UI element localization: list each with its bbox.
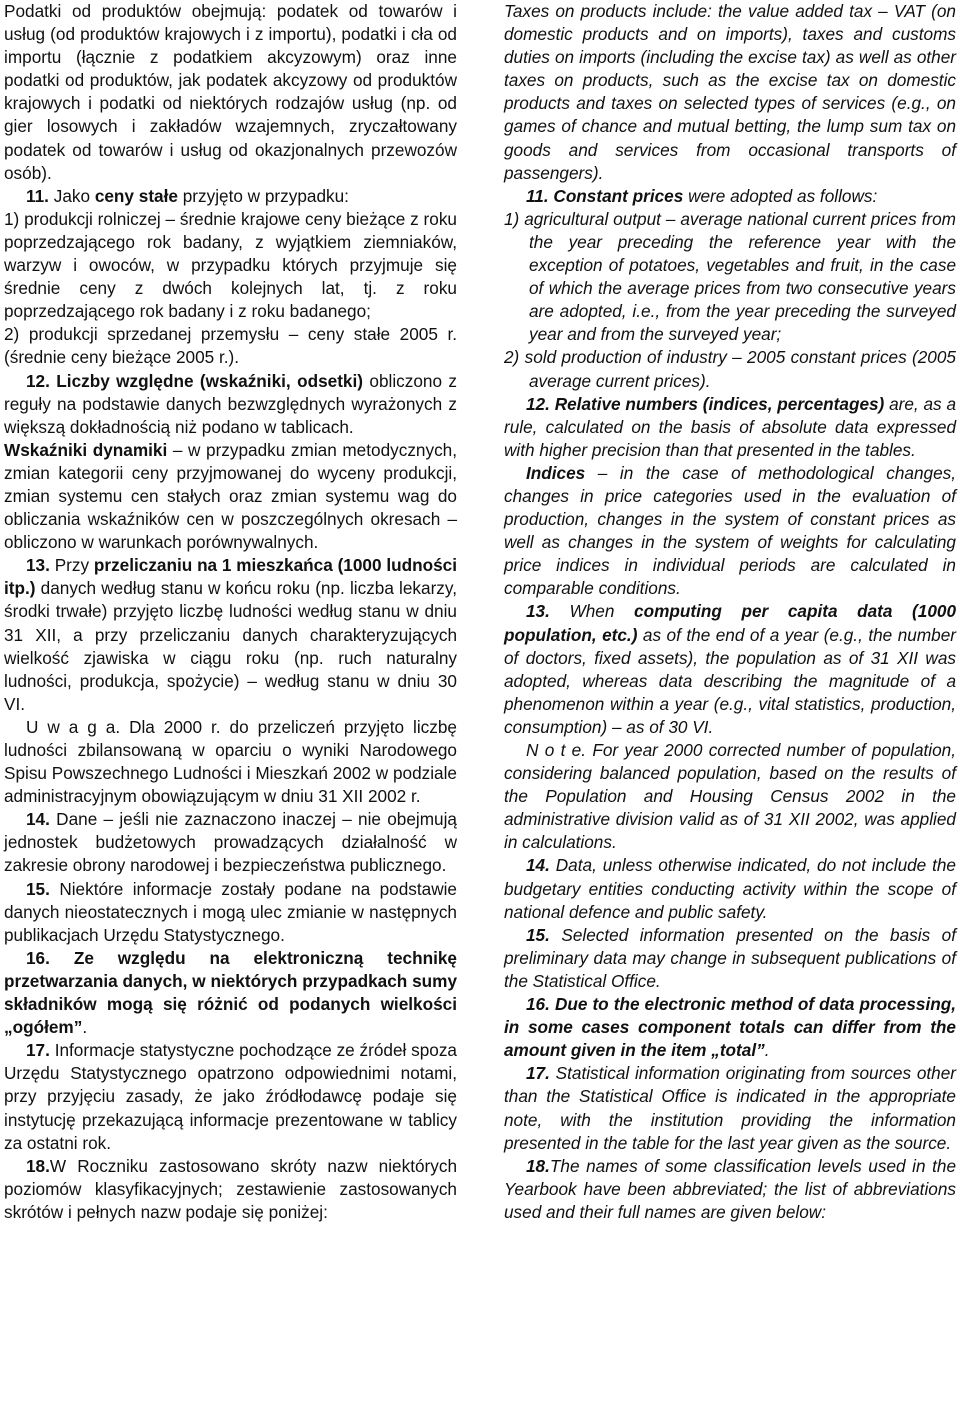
polish-column bbox=[4, 0, 457, 1413]
paragraph-12-pl bbox=[4, 370, 457, 439]
paragraph-10-en bbox=[504, 0, 956, 185]
paragraph-number: 14. bbox=[26, 809, 50, 830]
text: Podatki od produktów obejmują: podatek od towarów i usług (od produktów krajowych i z importu), podatki i cła od importu (łącznie z podatkiem akcyzowym) oraz inne podatki od produktów, jak podatek akcyzowy od produktów krajowych i podatki od niektórych rodzajów usług (np. od gier losowych i zakładów wzajemnych, zryczałtowany podatek od towarów i usług od okazjonalnych przewozów osób). bbox=[4, 1, 457, 183]
text: Taxes on products include: the value added tax – VAT (on domestic products and on imports), taxes and customs duties on imports (including the excise tax) as well as other taxes on products, such as the excise tax on domestic products and taxes on selected types of services (e.g., on games of chance and mutual betting, the lump sum tax on goods and services from occasional transports of passengers). bbox=[504, 1, 956, 183]
paragraph-12b-pl bbox=[4, 439, 457, 554]
text: przyjęto w przypadku: bbox=[177, 185, 349, 206]
paragraph-16-pl bbox=[4, 947, 457, 1039]
paragraph-17-pl bbox=[4, 1039, 457, 1154]
paragraph-number: 16. bbox=[26, 947, 50, 968]
term-bold: ceny stałe bbox=[94, 185, 178, 206]
text: 2) sold production of industry – 2005 constant prices (2005 average current prices). bbox=[504, 347, 956, 391]
paragraph-18-en bbox=[504, 1155, 956, 1224]
paragraph-number: 11. bbox=[26, 185, 49, 206]
paragraph-11-en bbox=[504, 185, 956, 208]
paragraph-18-pl bbox=[4, 1155, 457, 1224]
paragraph-number: 12. bbox=[26, 370, 50, 391]
paragraph-number: 18. bbox=[26, 1155, 50, 1176]
term-bold: Relative numbers (indices, percentages) bbox=[549, 393, 885, 414]
text: 1) produkcji rolniczej – średnie krajowe ceny bieżące z roku poprzedzającego rok badany, z wyjątkiem ziemniaków, warzyw i owoców, w przypadku których przyjmuje się średnie ceny z dwóch kolejnych lat, tj. z roku poprzedzającego rok badany i z roku badanego; bbox=[4, 208, 457, 322]
term-bold: Constant prices bbox=[548, 185, 684, 206]
paragraph-14-en bbox=[504, 854, 956, 923]
text: Statistical information originating from sources other than the Statistical Office is indicated in the appropriate note, with the institution providing the information presented in the table for the last year given as the source. bbox=[504, 1063, 956, 1153]
term-bold: Wskaźniki dynamiki bbox=[4, 439, 168, 460]
term-bold: Liczby względne (wskaźniki, odsetki) bbox=[49, 370, 363, 391]
paragraph-13-pl bbox=[4, 554, 457, 716]
paragraph-number: 17. bbox=[26, 1040, 50, 1061]
text: 2) produkcji sprzedanej przemysłu – ceny stałe 2005 r. (średnie ceny bieżące 2005 r.). bbox=[4, 324, 457, 368]
text: were adopted as follows: bbox=[683, 185, 878, 206]
paragraph-12-en bbox=[504, 393, 956, 462]
paragraph-number: 13. bbox=[26, 555, 50, 576]
paragraph-number: 12. bbox=[526, 393, 550, 414]
paragraph-10-pl bbox=[4, 0, 457, 185]
paragraph-16-en bbox=[504, 993, 956, 1062]
paragraph-13-en bbox=[504, 600, 956, 739]
text: are, as a rule, calculated on the basis of absolute data expressed with higher precision than that presented in the tables. bbox=[504, 393, 956, 460]
note-label: N o t e. bbox=[526, 740, 587, 760]
text: – in the case of methodological changes, changes in price categories used in the evaluation of production, changes in the system of constant prices as well as changes in the system of weights for calculating price indices in individual periods are calculated in comparable conditions. bbox=[504, 462, 956, 599]
paragraph-number: 17. bbox=[526, 1063, 550, 1084]
paragraph-13-note-en bbox=[504, 739, 956, 854]
english-column bbox=[504, 0, 956, 1413]
term-bold: Ze względu na elektroniczną technikę przetwarzania danych, w niektórych przypadkach sumy składników mogą się różnić od podanych wielkości „ogółem” bbox=[4, 947, 457, 1038]
text: – w przypadku zmian metodycznych, zmian kategorii ceny przyjmowanej do wyceny produkcji, zmian systemu cen stałych oraz zmian systemu wag do obliczania wskaźników cen w poszczególnych okresach – obliczono w warunkach porównywalnych. bbox=[4, 439, 457, 553]
note-label: U w a g a. bbox=[26, 716, 121, 737]
text: obliczono z reguły na podstawie danych bezwzględnych wyrażonych z większą dokładnością niż podano w tablicach. bbox=[4, 370, 457, 437]
text: W Roczniku zastosowano skróty nazw niektórych poziomów klasyfikacyjnych; zestawienie zastosowanych skrótów i pełnych nazw podaje się poniżej: bbox=[4, 1155, 457, 1222]
text: The names of some classification levels used in the Yearbook have been abbreviated; the list of abbreviations used and their full names are given below: bbox=[504, 1155, 956, 1222]
paragraph-number: 18. bbox=[526, 1155, 550, 1176]
text: Dane – jeśli nie zaznaczono inaczej – nie obejmują jednostek budżetowych prowadzących działalność w zakresie obrony narodowej i bezpieczeństwa publicznego. bbox=[4, 809, 457, 876]
paragraph-number: 15. bbox=[26, 878, 50, 899]
paragraph-number: 14. bbox=[526, 855, 550, 876]
paragraph-15-en bbox=[504, 924, 956, 993]
paragraph-11-pl bbox=[4, 185, 457, 208]
text: . bbox=[764, 1040, 770, 1061]
text: danych według stanu w końcu roku (np. liczba lekarzy, środki trwałe) przyjęto liczbę ludności według stanu w dniu 31 XII, a przy przeliczaniu danych charakteryzujących wielkość zjawiska w ciągu roku (np. ruch naturalny ludności, produkcja, spożycie) – według stanu w dniu 30 VI. bbox=[4, 578, 457, 714]
paragraph-12b-en bbox=[504, 462, 956, 601]
text: Przy bbox=[49, 555, 94, 576]
text: as of the end of a year (e.g., the number of doctors, fixed assets), the population as of 31 XII was adopted, whereas data describing the magnitude of a phenomenon within a year (e.g., vital statistics, production, consumption) – as of 30 VI. bbox=[504, 624, 956, 737]
text: . bbox=[82, 1017, 88, 1038]
paragraph-17-en bbox=[504, 1062, 956, 1154]
text: Selected information presented on the basis of preliminary data may change in subsequent publications of the Statistical Office. bbox=[504, 924, 956, 991]
paragraph-number: 15. bbox=[526, 924, 550, 945]
text: Niektóre informacje zostały podane na podstawie danych nieostatecznych i mogą ulec zmianie w następnych publikacjach Urzędu Statystycznego. bbox=[4, 878, 457, 945]
list-item-1-pl bbox=[4, 208, 457, 323]
paragraph-number: 11. bbox=[526, 185, 549, 206]
text: Jako bbox=[48, 185, 95, 206]
text: 1) agricultural output – average national current prices from the year preceding the reference year with the exception of potatoes, vegetables and fruit, in the case of which the average prices from two consecutive years are adopted, i.e., from the year preceding the surveyed year and from the surveyed year; bbox=[504, 208, 956, 345]
paragraph-13-note-pl bbox=[4, 716, 457, 808]
text: Data, unless otherwise indicated, do not include the budgetary entities conducting activity within the scope of national defence and public safety. bbox=[504, 855, 956, 922]
text: Informacje statystyczne pochodzące ze źródeł spoza Urzędu Statystycznego opatrzono odpowiednimi notami, przy przyjęciu zasady, że jako źródłodawcę podaje się instytucję przekazującą informacje prezentowane w tablicy za ostatni rok. bbox=[4, 1040, 457, 1153]
paragraph-15-pl bbox=[4, 878, 457, 947]
list-item-1-en bbox=[504, 208, 956, 347]
paragraph-14-pl bbox=[4, 808, 457, 877]
term-bold: computing per capita data (1000 population, etc.) bbox=[504, 601, 957, 645]
text: When bbox=[549, 601, 635, 622]
text: For year 2000 corrected number of population, considering balanced population, based on the results of the Population and Housing Census 2002 in the administrative division valid as of 31 XII 2002, was applied in calculations. bbox=[504, 740, 957, 853]
paragraph-number: 13. bbox=[526, 601, 550, 622]
term-bold: Indices bbox=[526, 462, 586, 483]
term-bold: Due to the electronic method of data processing, in some cases component totals can differ from the amount given in the item „total” bbox=[504, 994, 956, 1061]
text: Dla 2000 r. do przeliczeń przyjęto liczbę ludności zbilansowaną w oparciu o wyniki Narodowego Spisu Powszechnego Ludności i Mieszkań 2002 w podziale administracyjnym obowiązującym w dniu 31 XII 2002 r. bbox=[4, 716, 457, 807]
list-item-2-en bbox=[504, 346, 956, 392]
list-item-2-pl bbox=[4, 323, 457, 369]
paragraph-number: 16. bbox=[526, 994, 550, 1015]
term-bold: przeliczaniu na 1 mieszkańca (1000 ludności itp.) bbox=[4, 555, 457, 599]
